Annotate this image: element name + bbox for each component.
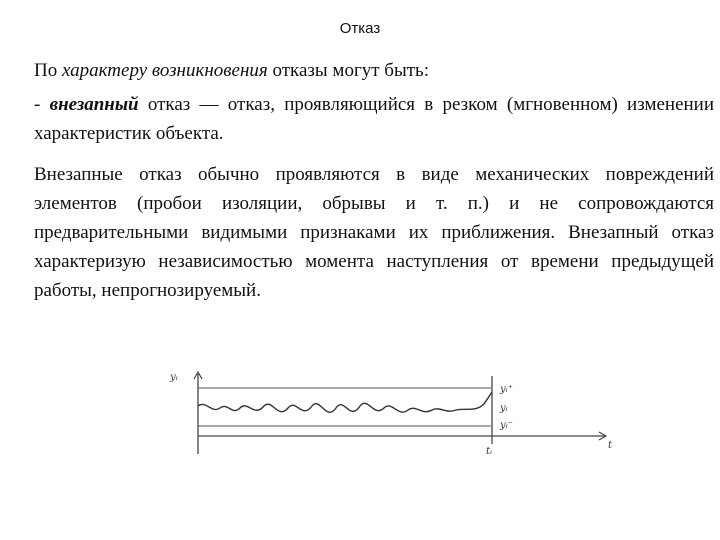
definition-term: внезапный xyxy=(49,94,139,115)
y-axis-label: yᵢ xyxy=(170,372,178,383)
intro-paragraph xyxy=(34,56,714,85)
x-axis-label: t xyxy=(608,440,613,451)
sudden-failure-diagram xyxy=(136,364,626,464)
slide-title: Отказ xyxy=(339,20,381,37)
explanation-paragraph: Внезапные отказ обычно проявляются в виде механических повреждений элементов (пробои изоляции, обрывы и т. п.) и не сопровождаются предварительными видимыми признаками их приближения. Внезапный отказ характеризую независимостью момента наступления от времени предыдущей работы, непрогнозируемый. xyxy=(34,164,714,301)
failure-time-label: tᵢ xyxy=(486,446,493,457)
lower-limit-label: yᵢ⁻ xyxy=(500,420,513,431)
intro-italic-phrase: характеру возникновения xyxy=(61,60,268,81)
mid-level-label: yᵢ xyxy=(500,403,508,414)
intro-text-start: По xyxy=(34,60,62,81)
parameter-curve xyxy=(198,392,492,412)
definition-text: отказ — отказ, проявляющийся в резком (мгновенном) изменении характеристик объекта. xyxy=(34,94,715,144)
definition-dash: - xyxy=(34,94,50,115)
upper-limit-label: yᵢ⁺ xyxy=(500,384,513,395)
definition-paragraph xyxy=(34,90,714,148)
intro-text-end: отказы могут быть: xyxy=(267,60,429,81)
